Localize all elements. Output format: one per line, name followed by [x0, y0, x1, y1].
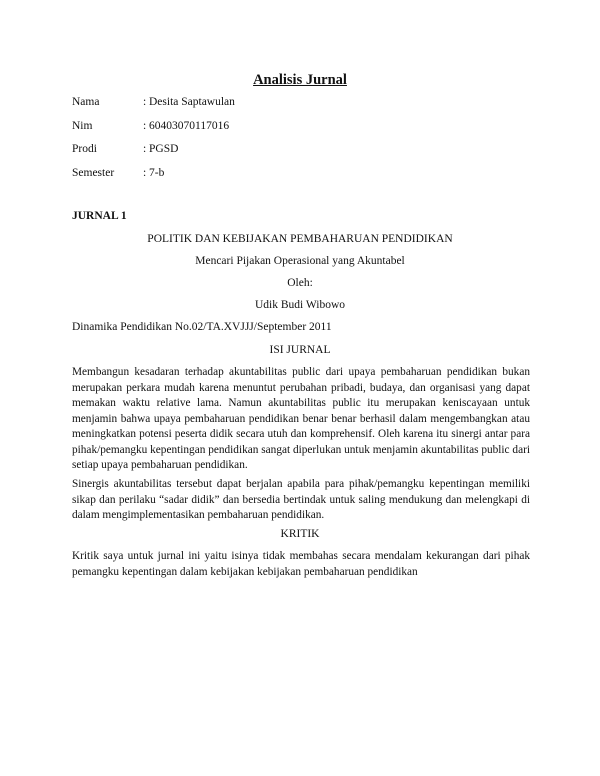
info-separator: : — [143, 143, 147, 155]
info-row-semester — [72, 167, 235, 191]
info-separator: : — [143, 166, 147, 179]
kritik-heading: KRITIK — [280, 528, 320, 540]
info-label: Nama — [72, 96, 100, 108]
info-value: 7-b — [149, 166, 165, 179]
info-separator: : — [143, 119, 147, 132]
by-label: Oleh: — [287, 277, 313, 289]
student-info — [72, 96, 235, 190]
isi-paragraph: Sinergis akuntabilitas tersebut dapat berjalan apabila para pihak/pemangku kepentingan memiliki sikap dan perilaku “sadar didik” dan bersedia bertindak untuk saling mendukung dan melengkapi di dalam mengimplementasikan pembaharuan pendidikan. — [72, 478, 530, 521]
info-row-nim — [72, 120, 235, 144]
citation: Dinamika Pendidikan No.02/TA.XVJJJ/September 2011 — [72, 321, 332, 333]
isi-paragraph: Membangun kesadaran terhadap akuntabilitas public dari upaya pembaharuan pendidikan bukan merupakan perkara mudah karena menuntut perubahan pribadi, budaya, dan organisasi yang dapat memakan waktu relative lama. Namun akuntabilitas public itu merupakan keniscayaan untuk menjamin bahwa upaya pembaharuan pendidikan benar benar berhasil dalam mengembangkan atau meningkatkan potensi peserta didik secara utuh dan komprehensif. Oleh karena itu sinergi antar para pihak/pemangku kepentingan pendidikan sangat diperlukan untuk menjamin akuntabilitas public dari setiap upaya pembaharuan pendidikan. — [72, 366, 530, 471]
info-row-prodi — [72, 143, 235, 167]
journal-title: POLITIK DAN KEBIJAKAN PEMBAHARUAN PENDIDIKAN — [147, 233, 453, 245]
info-label: Nim — [72, 119, 93, 132]
jurnal-label: JURNAL 1 — [72, 210, 127, 222]
isi-heading: ISI JURNAL — [269, 344, 331, 356]
kritik-paragraph: Kritik saya untuk jurnal ini yaitu isinya tidak membahas secara mendalam kekurangan dari pihak pemangku kepentingan dalam kebijakan kebijakan pembaharuan pendidikan — [72, 550, 530, 578]
page-title: Analisis Jurnal — [253, 72, 347, 88]
info-label: Prodi — [72, 143, 97, 155]
info-separator: : — [143, 96, 147, 108]
info-value: 60403070117016 — [149, 119, 230, 132]
info-label: Semester — [72, 166, 115, 179]
author-name: Udik Budi Wibowo — [254, 299, 346, 311]
info-value: Desita Saptawulan — [149, 96, 235, 108]
journal-subtitle: Mencari Pijakan Operasional yang Akuntabel — [195, 255, 405, 267]
info-value: PGSD — [149, 143, 179, 155]
info-row-nama — [72, 96, 235, 120]
